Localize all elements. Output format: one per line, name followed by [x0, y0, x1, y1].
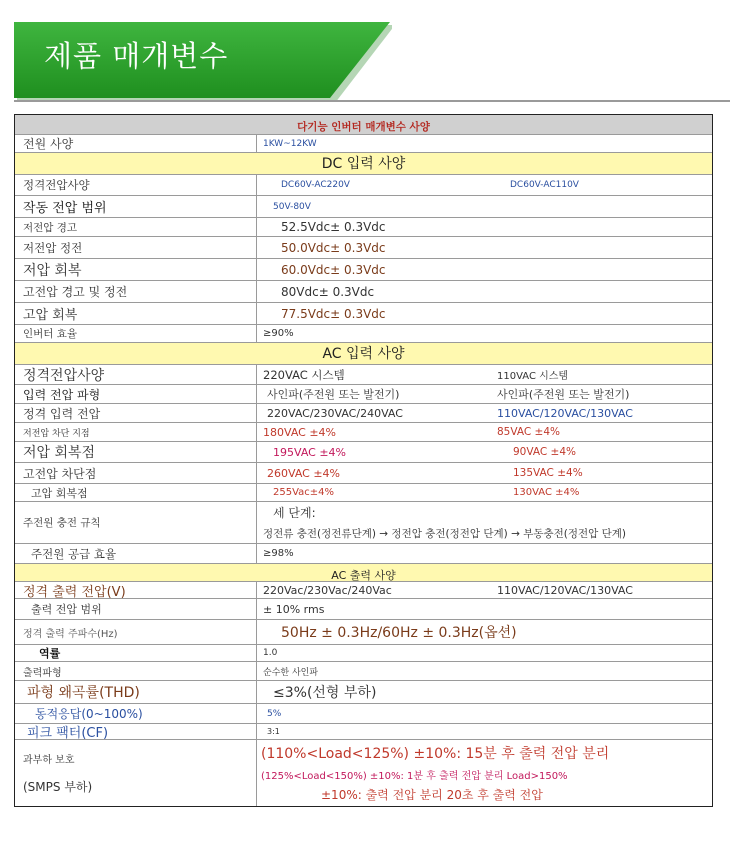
row-value: 50.0Vdc± 0.3Vdc [281, 240, 386, 255]
row-label: 정격전압사양 [15, 175, 257, 195]
table-row [15, 259, 712, 281]
row-value: 5% [267, 708, 282, 719]
row-value: 195VAC ±4% [273, 445, 346, 459]
row-value: 60.0Vdc± 0.3Vdc [281, 262, 386, 277]
table-header [15, 115, 712, 135]
row-value: 50Hz ± 0.3Hz/60Hz ± 0.3Hz(옵션) [281, 625, 517, 641]
section-title: DC 입력 사양 [321, 156, 406, 172]
row-label: 출력 전압 범위 [15, 599, 257, 619]
row-value [257, 740, 712, 806]
title-divider [14, 100, 730, 102]
spec-table [14, 114, 713, 807]
table-row [15, 484, 712, 502]
row-value: 220VAC 시스템 [263, 367, 345, 382]
row-label: 피크 팩터(CF) [15, 724, 257, 739]
row-label: 주전원 충전 규칙 [15, 502, 257, 543]
row-value: 50V-80V [273, 201, 311, 212]
row-value: ± 10% rms [263, 602, 325, 616]
row-value: 220VAC/230VAC/240VAC [267, 406, 403, 420]
table-row [15, 423, 712, 442]
row-value: 52.5Vdc± 0.3Vdc [281, 220, 386, 234]
row-label: 정격 출력 주파수(Hz) [15, 620, 257, 644]
row-label: 저전압 차단 지점 [15, 423, 257, 441]
row-value: 255Vac±4% [273, 487, 335, 498]
row-value-alt: 110VAC/120VAC/130VAC [497, 406, 633, 420]
table-row [15, 724, 712, 740]
table-row [15, 404, 712, 423]
row-value: 220Vac/230Vac/240Vac [263, 583, 392, 597]
row-label [15, 740, 257, 806]
table-row [15, 281, 712, 303]
overload-line: ±10%: 출력 전압 분리 20초 후 출력 전압 [321, 788, 543, 802]
row-value-alt: DC60V-AC110V [510, 180, 579, 190]
row-label: 동적응답(0~100%) [15, 704, 257, 723]
table-row [15, 582, 712, 599]
row-label: 정격전압사양 [15, 365, 257, 384]
page-title: 제품 매개변수 [44, 39, 229, 73]
row-label: 고전압 차단점 [15, 463, 257, 483]
table-row [15, 620, 712, 645]
row-label: 저전압 경고 [15, 218, 257, 236]
row-value-alt: 130VAC ±4% [513, 487, 580, 498]
row-value: DC60V-AC220V [281, 180, 350, 190]
section-ac-input [15, 343, 712, 365]
table-row-supply-eff [15, 544, 712, 564]
section-title: AC 출력 사양 [331, 569, 396, 582]
row-label: 정격 입력 전압 [15, 404, 257, 422]
row-label: 정격 출력 전압(V) [15, 582, 257, 598]
row-value [257, 502, 712, 543]
charge-rule-line: 세 단계: [273, 506, 316, 520]
row-value: 1KW~12KW [263, 138, 317, 149]
row-label: 주전원 공급 효율 [15, 544, 257, 563]
table-row-charge-rule [15, 502, 712, 544]
section-title: AC 입력 사양 [322, 346, 405, 362]
table-header-text: 다기능 인버터 매개변수 사양 [297, 121, 430, 133]
row-value: 사인파(주전원 또는 발전기) [267, 388, 400, 401]
row-value: ≥98% [263, 548, 294, 559]
charge-rule-line: 정전류 충전(정전류단계) → 정전압 충전(정전압 단계) → 부동충전(정전압 단계) [263, 528, 627, 540]
overload-label: 과부하 보호 [23, 755, 75, 766]
row-value: 순수한 사인파 [263, 667, 319, 678]
row-value: 180VAC ±4% [263, 425, 336, 439]
row-value-alt: 85VAC ±4% [497, 426, 560, 438]
table-row [15, 218, 712, 237]
table-row [15, 704, 712, 724]
row-label: 역률 [15, 645, 257, 661]
table-row [15, 303, 712, 325]
row-value-alt: 135VAC ±4% [513, 467, 583, 479]
row-value: ≥90% [263, 328, 294, 339]
row-label: 저압 회복점 [15, 442, 257, 462]
table-row [15, 237, 712, 259]
row-value: 3:1 [267, 727, 280, 736]
section-dc-input [15, 153, 712, 175]
table-row [15, 175, 712, 196]
row-label: 고압 회복점 [15, 484, 257, 501]
table-row [15, 681, 712, 704]
row-label: 저압 회복 [15, 259, 257, 280]
row-value: 77.5Vdc± 0.3Vdc [281, 306, 386, 321]
table-row [15, 662, 712, 681]
table-row [15, 365, 712, 385]
table-row-power-spec [15, 135, 712, 153]
table-row [15, 385, 712, 404]
table-row [15, 325, 712, 343]
row-label: 전원 사양 [15, 135, 257, 152]
table-row [15, 463, 712, 484]
row-label: 고압 회복 [15, 303, 257, 324]
row-value: ≤3%(선형 부하) [273, 685, 377, 701]
overload-label-note: (SMPS 부하) [23, 780, 93, 794]
row-value: 80Vdc± 0.3Vdc [281, 284, 375, 299]
row-value-alt: 사인파(주전원 또는 발전기) [497, 388, 630, 401]
row-label: 입력 전압 파형 [15, 385, 257, 403]
overload-line: (110%<Load<125%) ±10%: 15분 후 출력 전압 분리 [261, 746, 610, 762]
table-row-overload [15, 740, 712, 806]
row-value-alt: 90VAC ±4% [513, 446, 576, 458]
overload-line: (125%<Load<150%) ±10%: 1분 후 출력 전압 분리 Load>150% [261, 771, 568, 782]
table-row [15, 599, 712, 620]
row-value: 1.0 [263, 648, 278, 658]
table-row [15, 645, 712, 662]
row-value: 260VAC ±4% [267, 466, 340, 480]
row-label: 출력파형 [15, 662, 257, 680]
row-value-alt: 110VAC 시스템 [497, 371, 569, 382]
title-banner [14, 22, 392, 100]
row-label: 저전압 정전 [15, 237, 257, 258]
row-label: 작동 전압 범위 [15, 196, 257, 217]
row-value-alt: 110VAC/120VAC/130VAC [497, 583, 633, 597]
section-ac-output [15, 564, 712, 582]
table-row [15, 196, 712, 218]
row-label: 파형 왜곡률(THD) [15, 681, 257, 703]
table-row [15, 442, 712, 463]
row-label: 인버터 효율 [15, 325, 257, 342]
row-label: 고전압 경고 및 정전 [15, 281, 257, 302]
